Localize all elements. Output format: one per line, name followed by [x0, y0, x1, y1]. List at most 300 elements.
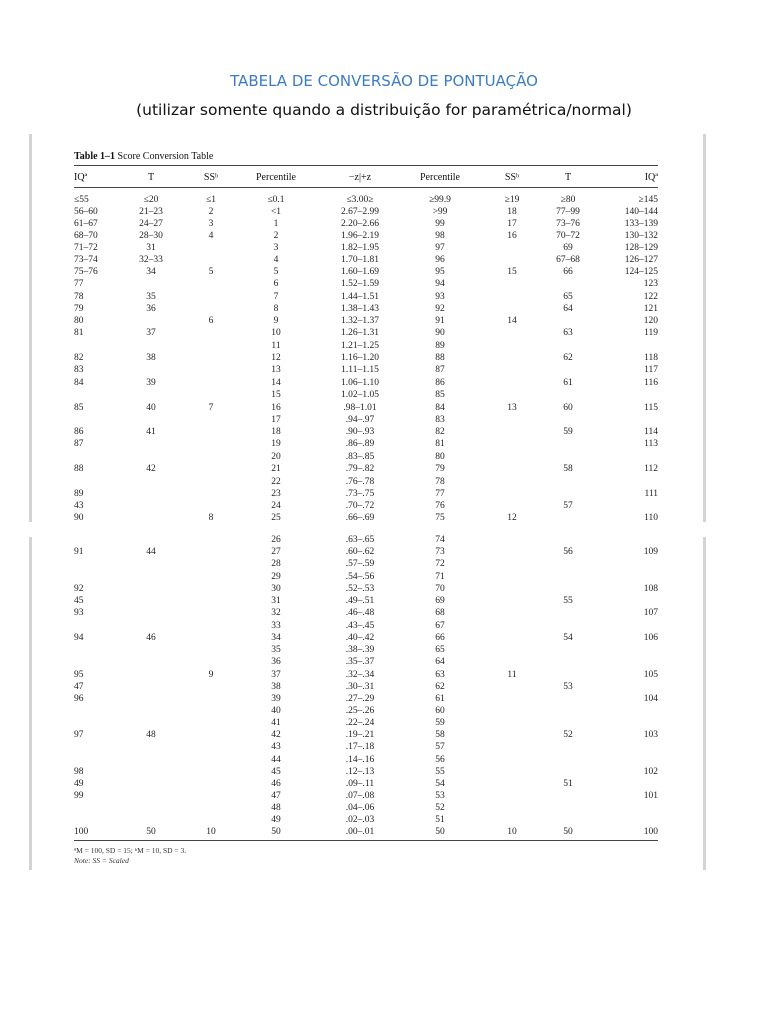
table-cell: .38–.39 — [345, 645, 375, 655]
table-cell: 36 — [146, 304, 156, 314]
table-cell: 16 — [271, 403, 281, 413]
table-cell: 114 — [644, 427, 658, 437]
table-cell: .54–.56 — [345, 572, 375, 582]
table-cell: 82 — [74, 353, 84, 363]
table-cell: 79 — [74, 304, 84, 314]
table-cell: .00–.01 — [345, 827, 375, 837]
column-header: IQª — [74, 172, 88, 183]
table-cell: ≤55 — [74, 195, 89, 205]
table-cell: 46 — [271, 779, 281, 789]
table-cell: 55 — [563, 596, 573, 606]
table-cell: 56 — [563, 547, 573, 557]
table-cell: 47 — [271, 791, 281, 801]
column-header: Percentile — [420, 172, 460, 183]
table-cell: 68 — [435, 608, 445, 618]
table-cell: 11 — [507, 670, 517, 680]
table-cell: 36 — [271, 657, 281, 667]
table-cell: 58 — [563, 464, 573, 474]
table-cell: .86–.89 — [345, 439, 375, 449]
table-cell: 123 — [643, 279, 658, 289]
table-cell: 15 — [271, 390, 281, 400]
table-cell: 53 — [563, 682, 573, 692]
table-cell: 93 — [74, 608, 84, 618]
table-cell: .60–.62 — [345, 547, 375, 557]
table-cell: 77–99 — [556, 207, 580, 217]
table-cell: 5 — [273, 267, 279, 277]
table-cell: 17 — [271, 415, 281, 425]
table-cell: 29 — [271, 572, 281, 582]
table-cell: 94 — [435, 279, 445, 289]
table-cell: 96 — [435, 255, 445, 265]
table-cell: .17–.18 — [345, 742, 375, 752]
table-cell: 60 — [435, 706, 445, 716]
table-cell: 133–139 — [624, 219, 658, 229]
table-cell: 48 — [271, 803, 281, 813]
table-cell: 87 — [435, 365, 445, 375]
column-header: IQª — [644, 172, 658, 183]
table-cell: 16 — [507, 231, 517, 241]
table-cell: 99 — [435, 219, 445, 229]
table-cell: 78 — [74, 292, 84, 302]
table-cell: .90–.93 — [345, 427, 375, 437]
table-cell: 97 — [74, 730, 84, 740]
table-cell: 73–76 — [556, 219, 580, 229]
table-cell: 38 — [146, 353, 156, 363]
table-cell: 69 — [435, 596, 445, 606]
table-cell: 90 — [74, 513, 84, 523]
table-cell: <1 — [270, 207, 282, 217]
table-cell: 34 — [146, 267, 156, 277]
table-cell: 115 — [644, 403, 658, 413]
table-cell: .57–.59 — [345, 559, 375, 569]
table-cell: 49 — [271, 815, 281, 825]
table-cell: 77 — [74, 279, 84, 289]
table-cell: 108 — [643, 584, 658, 594]
table-cell: 113 — [644, 439, 658, 449]
column-header: T — [564, 172, 572, 183]
column-header: Percentile — [256, 172, 296, 183]
table-caption-text: Score Conversion Table — [117, 151, 214, 162]
table-cell: 110 — [644, 513, 658, 523]
table-cell: 93 — [435, 292, 445, 302]
table-cell: 72 — [435, 559, 445, 569]
table-cell: 1.21–1.25 — [341, 341, 379, 351]
table-cell: .73–.75 — [345, 489, 375, 499]
table-cell: .25–.26 — [345, 706, 375, 716]
table-cell: 68–70 — [74, 231, 98, 241]
table-cell: 74 — [435, 535, 445, 545]
table-cell: 19 — [271, 439, 281, 449]
table-cell: 11 — [271, 341, 281, 351]
table-cell: 140–144 — [624, 207, 658, 217]
table-cell: 88 — [74, 464, 84, 474]
table-cell: 87 — [74, 439, 84, 449]
table-cell: 18 — [507, 207, 517, 217]
table-cell: 1 — [273, 219, 279, 229]
table-cell: 78 — [435, 477, 445, 487]
table-cell: 86 — [435, 378, 445, 388]
table-cell: 25 — [271, 513, 281, 523]
table-cell: 59 — [563, 427, 573, 437]
table-cell: 81 — [435, 439, 445, 449]
table-cell: 45 — [271, 767, 281, 777]
table-cell: 56–60 — [74, 207, 98, 217]
table-cell: ≤0.1 — [267, 195, 285, 205]
table-cell: 96 — [74, 694, 84, 704]
table-cell: 2.67–2.99 — [341, 207, 379, 217]
table-cell: 70–72 — [556, 231, 580, 241]
table-cell: 65 — [435, 645, 445, 655]
table-cell: 61 — [563, 378, 573, 388]
table-cell: ≤20 — [143, 195, 159, 205]
scan-edge-right-upper — [703, 134, 706, 522]
table-cell: 40 — [146, 403, 156, 413]
table-cell: 92 — [74, 584, 84, 594]
table-cell: 124–125 — [624, 267, 658, 277]
table-cell: 65 — [563, 292, 573, 302]
table-cell: 23 — [271, 489, 281, 499]
table-cell: 6 — [208, 316, 214, 326]
scan-edge-right-lower — [703, 537, 706, 870]
table-cell: 1.16–1.20 — [341, 353, 379, 363]
table-cell: 55 — [435, 767, 445, 777]
table-cell: 14 — [271, 378, 281, 388]
table-cell: 95 — [435, 267, 445, 277]
table-cell: 119 — [644, 328, 658, 338]
table-cell: 89 — [74, 489, 84, 499]
table-cell: 48 — [146, 730, 156, 740]
table-cell: 1.96–2.19 — [341, 231, 379, 241]
table-cell: .43–.45 — [345, 621, 375, 631]
table-bottom-rule — [74, 840, 658, 841]
table-cell: 86 — [74, 427, 84, 437]
table-cell: 91 — [435, 316, 445, 326]
table-cell: 73–74 — [74, 255, 98, 265]
table-cell: 43 — [271, 742, 281, 752]
table-cell: .49–.51 — [345, 596, 375, 606]
table-cell: 3 — [273, 243, 279, 253]
table-cell: 107 — [643, 608, 658, 618]
scan-edge-left-upper — [29, 134, 32, 522]
table-cell: 70 — [435, 584, 445, 594]
table-cell: .09–.11 — [345, 779, 375, 789]
column-header: T — [147, 172, 155, 183]
table-cell: 53 — [435, 791, 445, 801]
table-cell: 46 — [146, 633, 156, 643]
table-cell: 75–76 — [74, 267, 98, 277]
table-cell: .14–.16 — [345, 755, 375, 765]
table-cell: 126–127 — [624, 255, 658, 265]
table-note: Note: SS = Scaled — [74, 856, 129, 865]
table-cell: 116 — [644, 378, 658, 388]
table-cell: 120 — [643, 316, 658, 326]
table-cell: 63 — [563, 328, 573, 338]
table-cell: .12–.13 — [345, 767, 375, 777]
table-cell: 99 — [74, 791, 84, 801]
table-cell: 1.38–1.43 — [341, 304, 379, 314]
table-caption — [74, 151, 213, 162]
table-cell: .63–.65 — [345, 535, 375, 545]
table-cell: 79 — [435, 464, 445, 474]
table-cell: 103 — [643, 730, 658, 740]
table-cell: .79–.82 — [345, 464, 375, 474]
table-cell: 1.70–1.81 — [341, 255, 379, 265]
table-cell: .30–.31 — [345, 682, 375, 692]
table-cell: 10 — [507, 827, 517, 837]
table-cell: 33 — [271, 621, 281, 631]
table-cell: 54 — [563, 633, 573, 643]
table-cell: 2 — [273, 231, 279, 241]
table-cell: 39 — [271, 694, 281, 704]
table-cell: 8 — [208, 513, 214, 523]
table-cell: 1.82–1.95 — [341, 243, 379, 253]
table-cell: .02–.03 — [345, 815, 375, 825]
table-cell: 59 — [435, 718, 445, 728]
table-cell: 34 — [271, 633, 281, 643]
table-cell: 32 — [271, 608, 281, 618]
table-cell: 44 — [146, 547, 156, 557]
table-cell: 10 — [271, 328, 281, 338]
page-subtitle: (utilizar somente quando a distribuição for paramétrica/normal) — [136, 101, 632, 119]
table-cell: 32–33 — [139, 255, 163, 265]
table-cell: .52–.53 — [345, 584, 375, 594]
table-cell: 9 — [273, 316, 279, 326]
table-cell: 35 — [271, 645, 281, 655]
table-cell: 63 — [435, 670, 445, 680]
table-cell: 92 — [435, 304, 445, 314]
table-cell: 100 — [74, 827, 89, 837]
table-cell: 52 — [435, 803, 445, 813]
column-header: −z|+z — [348, 172, 372, 183]
table-cell: 98 — [74, 767, 84, 777]
table-cell: 7 — [208, 403, 214, 413]
table-cell: 40 — [271, 706, 281, 716]
table-cell: 71 — [435, 572, 445, 582]
table-cell: 9 — [208, 670, 214, 680]
table-cell: 3 — [208, 219, 214, 229]
table-cell: .98–1.01 — [343, 403, 377, 413]
table-cell: 15 — [507, 267, 517, 277]
table-cell: 50 — [271, 827, 281, 837]
table-cell: 1.06–1.10 — [341, 378, 379, 388]
table-cell: 1.60–1.69 — [341, 267, 379, 277]
table-cell: .66–.69 — [345, 513, 375, 523]
table-cell: 67–68 — [556, 255, 580, 265]
table-cell: .70–.72 — [345, 501, 375, 511]
table-top-rule — [74, 165, 658, 166]
table-cell: 1.26–1.31 — [341, 328, 379, 338]
table-cell: 66 — [563, 267, 573, 277]
table-cell: 1.52–1.59 — [341, 279, 379, 289]
table-cell: 122 — [643, 292, 658, 302]
table-cell: 51 — [435, 815, 445, 825]
table-cell: ≥19 — [504, 195, 520, 205]
table-cell: .07–.08 — [345, 791, 375, 801]
table-cell: 14 — [507, 316, 517, 326]
table-cell: 71–72 — [74, 243, 98, 253]
table-cell: >99 — [432, 207, 448, 217]
table-cell: 47 — [74, 682, 84, 692]
table-cell: 50 — [563, 827, 573, 837]
table-cell: .40–.42 — [345, 633, 375, 643]
table-cell: 1.02–1.05 — [341, 390, 379, 400]
table-cell: 61 — [435, 694, 445, 704]
table-cell: 1.32–1.37 — [341, 316, 379, 326]
table-cell: .27–.29 — [345, 694, 375, 704]
table-cell: 50 — [146, 827, 156, 837]
table-cell: 112 — [644, 464, 658, 474]
table-cell: 64 — [563, 304, 573, 314]
table-cell: 44 — [271, 755, 281, 765]
table-cell: 66 — [435, 633, 445, 643]
table-cell: 7 — [273, 292, 279, 302]
table-cell: ≤1 — [206, 195, 216, 205]
table-cell: 84 — [74, 378, 84, 388]
table-cell: .04–.06 — [345, 803, 375, 813]
table-cell: 13 — [507, 403, 517, 413]
table-cell: 49 — [74, 779, 84, 789]
table-cell: 69 — [563, 243, 573, 253]
table-cell: 64 — [435, 657, 445, 667]
table-cell: 31 — [271, 596, 281, 606]
table-cell: 76 — [435, 501, 445, 511]
table-cell: 81 — [74, 328, 84, 338]
table-cell: 60 — [563, 403, 573, 413]
table-cell: 90 — [435, 328, 445, 338]
table-cell: 42 — [146, 464, 156, 474]
table-cell: 82 — [435, 427, 445, 437]
table-cell: .83–.85 — [345, 452, 375, 462]
table-cell: 12 — [507, 513, 517, 523]
table-cell: ≤3.00≥ — [346, 195, 374, 205]
table-cell: 102 — [643, 767, 658, 777]
table-cell: .94–.97 — [345, 415, 375, 425]
table-cell: 83 — [74, 365, 84, 375]
table-cell: .46–.48 — [345, 608, 375, 618]
table-cell: 20 — [271, 452, 281, 462]
table-cell: 100 — [643, 827, 658, 837]
table-cell: 58 — [435, 730, 445, 740]
table-cell: 17 — [507, 219, 517, 229]
column-header: SSᵇ — [504, 172, 520, 183]
page-title: TABELA DE CONVERSÃO DE PONTUAÇÃO — [230, 72, 538, 90]
table-cell: 24 — [271, 501, 281, 511]
table-footnote: ªM = 100, SD = 15; ᵇM = 10, SD = 3. — [74, 846, 187, 855]
table-cell: 43 — [74, 501, 84, 511]
table-cell: 28–30 — [139, 231, 163, 241]
table-cell: 1.11–1.15 — [341, 365, 379, 375]
table-cell: 61–67 — [74, 219, 98, 229]
table-cell: 42 — [271, 730, 281, 740]
table-cell: ≥80 — [560, 195, 576, 205]
table-cell: 109 — [643, 547, 658, 557]
table-cell: 24–27 — [139, 219, 163, 229]
table-cell: 31 — [146, 243, 156, 253]
table-cell: 85 — [435, 390, 445, 400]
table-cell: 54 — [435, 779, 445, 789]
table-cell: 41 — [146, 427, 156, 437]
table-cell: 83 — [435, 415, 445, 425]
table-cell: 18 — [271, 427, 281, 437]
table-cell: 39 — [146, 378, 156, 388]
table-cell: 111 — [644, 489, 658, 499]
table-cell: 26 — [271, 535, 281, 545]
table-cell: 101 — [643, 791, 658, 801]
table-cell: 30 — [271, 584, 281, 594]
table-cell: 130–132 — [624, 231, 658, 241]
table-cell: 84 — [435, 403, 445, 413]
table-cell: 56 — [435, 755, 445, 765]
table-cell: 28 — [271, 559, 281, 569]
table-cell: 27 — [271, 547, 281, 557]
table-cell: .22–.24 — [345, 718, 375, 728]
table-cell: 35 — [146, 292, 156, 302]
table-cell: 97 — [435, 243, 445, 253]
table-cell: 8 — [273, 304, 279, 314]
table-cell: 52 — [563, 730, 573, 740]
table-cell: .35–.37 — [345, 657, 375, 667]
table-cell: 95 — [74, 670, 84, 680]
table-cell: 37 — [271, 670, 281, 680]
table-cell: 121 — [643, 304, 658, 314]
table-cell: 89 — [435, 341, 445, 351]
column-header: SSᵇ — [203, 172, 219, 183]
table-cell: ≥99.9 — [429, 195, 451, 205]
table-cell: 77 — [435, 489, 445, 499]
table-cell: 4 — [273, 255, 279, 265]
table-cell: ≥145 — [638, 195, 658, 205]
table-cell: .32–.34 — [345, 670, 375, 680]
table-cell: 105 — [643, 670, 658, 680]
table-cell: 117 — [644, 365, 658, 375]
table-cell: 98 — [435, 231, 445, 241]
table-cell: 5 — [208, 267, 214, 277]
table-cell: 75 — [435, 513, 445, 523]
table-cell: 41 — [271, 718, 281, 728]
table-cell: 22 — [271, 477, 281, 487]
table-cell: 91 — [74, 547, 84, 557]
table-cell: 50 — [435, 827, 445, 837]
table-cell: 10 — [206, 827, 216, 837]
scan-edge-left-lower — [29, 537, 32, 870]
table-cell: 51 — [563, 779, 573, 789]
table-cell: 57 — [563, 501, 573, 511]
table-cell: 12 — [271, 353, 281, 363]
table-cell: 6 — [273, 279, 279, 289]
table-cell: 80 — [435, 452, 445, 462]
table-header-rule — [74, 187, 658, 188]
table-cell: 37 — [146, 328, 156, 338]
table-cell: 128–129 — [624, 243, 658, 253]
table-cell: 118 — [644, 353, 658, 363]
table-cell: 85 — [74, 403, 84, 413]
table-cell: 38 — [271, 682, 281, 692]
table-cell: 106 — [643, 633, 658, 643]
table-cell: 2 — [208, 207, 214, 217]
table-cell: 62 — [435, 682, 445, 692]
table-cell: 67 — [435, 621, 445, 631]
table-cell: 21–23 — [139, 207, 163, 217]
table-cell: 21 — [271, 464, 281, 474]
table-cell: 94 — [74, 633, 84, 643]
table-cell: .76–.78 — [345, 477, 375, 487]
table-cell: 13 — [271, 365, 281, 375]
table-cell: 4 — [208, 231, 214, 241]
table-cell: 62 — [563, 353, 573, 363]
table-cell: 104 — [643, 694, 658, 704]
table-cell: 80 — [74, 316, 84, 326]
table-cell: 73 — [435, 547, 445, 557]
